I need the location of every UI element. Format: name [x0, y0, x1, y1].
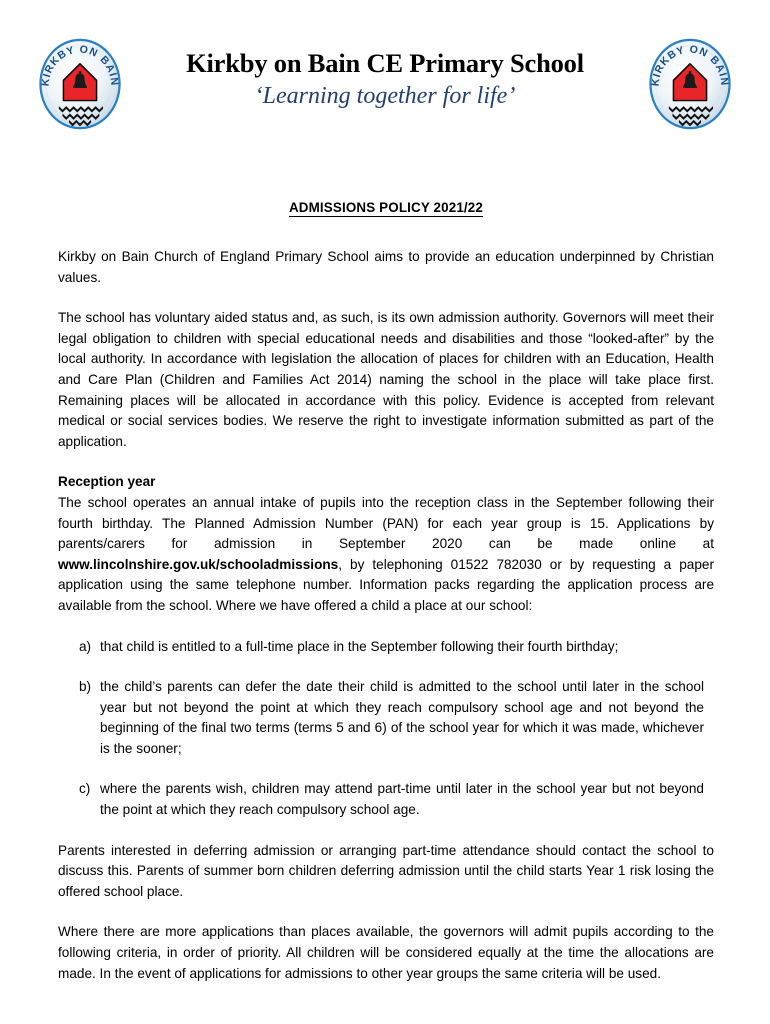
list-item-text: that child is entitled to a full-time place in the September following their fourth birthday; [100, 638, 619, 654]
reception-text-part-1: The school operates an annual intake of pupils into the reception class in the September following their fourth birthday. The Planned Admission Number (PAN) for each year group is 15. Applications by parents/carers for admission in September 2020 can be made online at [58, 494, 714, 552]
lincolnshire-admissions-link[interactable]: www.lincolnshire.gov.uk/schooladmissions [58, 556, 339, 572]
list-item-marker: b) [79, 679, 92, 695]
paragraph-admission-authority: The school has voluntary aided status and, as such, is its own admission authority. Governors will meet their legal obligation to children with special educational needs and disabilities and those “looked-after” by the local authority. In accordance with legislation the allocation of places for children with an Education, Health and Care Plan (Children and Families Act 2014) naming the school in the place will take place first. Remaining places will be allocated in accordance with this policy. Evidence is accepted from relevant medical or social services bodies. We reserve the right to investigate information submitted as part of the application. [58, 310, 714, 449]
school-crest-icon-right [644, 32, 736, 136]
svg-text:KIRKBY ON BAIN: KIRKBY ON BAIN [39, 43, 121, 87]
document-body [58, 200, 714, 984]
list-item-text: the child’s parents can defer the date their child is admitted to the school until later in the school year but not beyond the point at which they reach compulsory school age and not beyond the beginning of the final two terms (terms 5 and 6) of the school year for which it was made, whichever is the sooner; [100, 679, 704, 756]
list-item-marker: a) [79, 638, 92, 654]
paragraph-intro: Kirkby on Bain Church of England Primary School aims to provide an education underpinned by Christian values. [58, 249, 714, 285]
policy-title [58, 200, 714, 215]
school-crest-icon-left [34, 32, 126, 136]
policy-title-text: ADMISSIONS POLICY 2021/22 [288, 200, 484, 215]
reception-text-part-2: , by telephoning 01522 782030 or by requesting a paper application using the same telephone number. Information packs regarding the application process are available from the school. Where we have offered a child a place at our school: [58, 556, 714, 613]
list-item [58, 779, 704, 820]
section-heading-reception-year: Reception year [58, 474, 156, 490]
school-title: Kirkby on Bain CE Primary School [186, 48, 584, 78]
list-item-text: where the parents wish, children may attend part-time until later in the school year but not beyond the point at which they reach compulsory school age. [100, 781, 704, 818]
offer-conditions-list-wrapper [58, 637, 714, 821]
paragraph-deferring-admission: Parents interested in deferring admission or arranging part-time attendance should contact the school to discuss this. Parents of summer born children deferring admission until the child starts Year 1 risk losing the offered school place. [58, 842, 714, 899]
paragraph-oversubscription-criteria: Where there are more applications than places available, the governors will admit pupils according to the following criteria, in order of priority. All children will be considered equally at the time the allocations are made. In the event of applications for admissions to other year groups the same criteria will be used. [58, 924, 714, 981]
list-item [58, 637, 704, 658]
school-tagline: ‘Learning together for life’ [254, 82, 516, 109]
document-header [0, 0, 770, 150]
list-item-marker: c) [79, 781, 91, 797]
paragraph-reception-year [58, 493, 714, 617]
school-title-block [150, 48, 620, 111]
offer-conditions-list [58, 637, 714, 821]
svg-text:KIRKBY ON BAIN: KIRKBY ON BAIN [649, 43, 731, 87]
list-item [58, 677, 704, 759]
